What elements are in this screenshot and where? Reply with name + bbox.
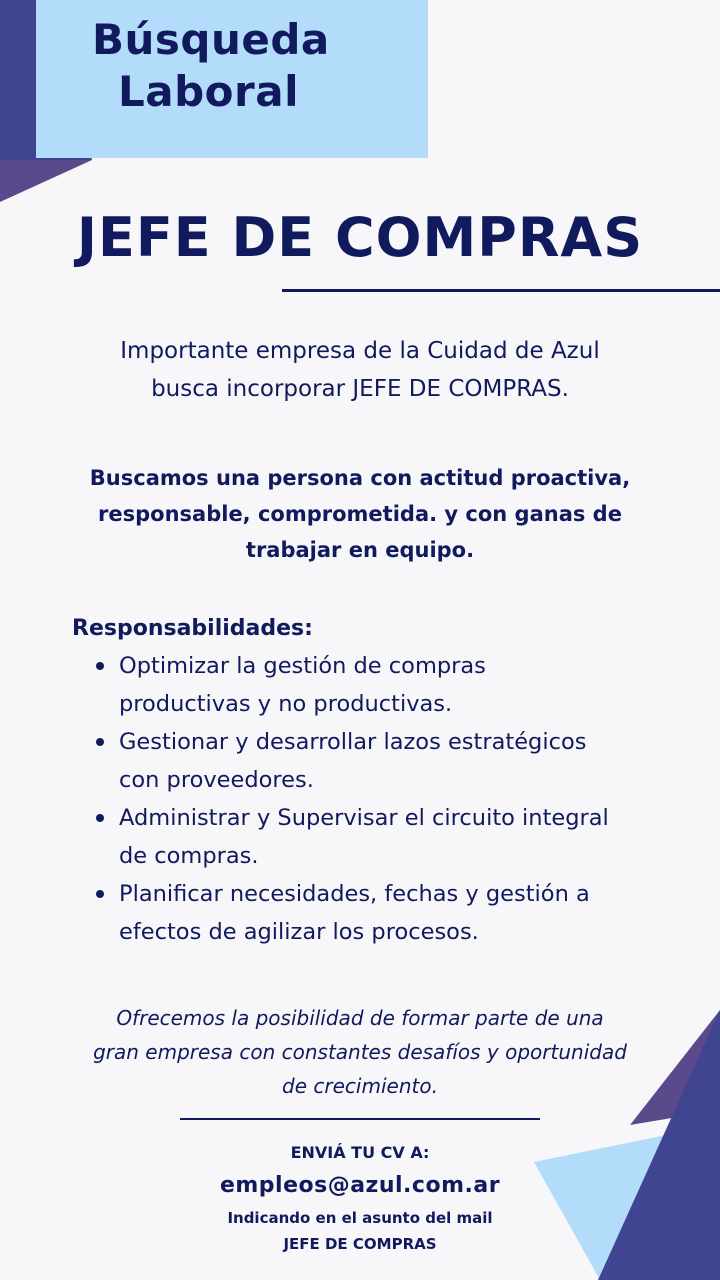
list-item-line1: Gestionar y desarrollar lazos estratégicos xyxy=(119,729,587,755)
offer-line2: gran empresa con constantes desafíos y oportunidad xyxy=(93,1040,627,1064)
banner-title xyxy=(92,14,412,118)
profile-text xyxy=(40,460,680,568)
list-item-line2: productivas y no productivas. xyxy=(119,691,453,717)
list-item xyxy=(96,875,676,951)
intro-line1: Importante empresa de la Cuidad de Azul xyxy=(120,338,600,364)
cta-note-line1: Indicando en el asunto del mail xyxy=(227,1209,493,1227)
banner-title-line2: Laboral xyxy=(118,67,299,116)
list-item xyxy=(96,723,676,799)
bullet-icon xyxy=(96,662,104,670)
list-item xyxy=(96,647,676,723)
banner-title-line1: Búsqueda xyxy=(92,15,330,64)
list-item-line1: Planificar necesidades, fechas y gestión a xyxy=(119,881,590,907)
contact-email[interactable]: empleos@azul.com.ar xyxy=(219,1173,501,1198)
intro-text xyxy=(40,332,680,408)
responsibilities-heading: Responsabilidades: xyxy=(72,616,313,641)
list-item-line2: efectos de agilizar los procesos. xyxy=(119,919,479,945)
offer-line1: Ofrecemos la posibilidad de formar parte de una xyxy=(116,1006,604,1030)
title-divider xyxy=(282,289,720,292)
intro-line2: busca incorporar JEFE DE COMPRAS. xyxy=(151,376,569,402)
cta-note xyxy=(0,1205,720,1257)
offer-text xyxy=(40,1001,680,1103)
list-item-line2: de compras. xyxy=(119,843,259,869)
responsibilities-list xyxy=(96,647,676,951)
list-item-line1: Administrar y Supervisar el circuito integral xyxy=(119,805,609,831)
profile-line1: Buscamos una persona con actitud proactiva, xyxy=(89,466,631,490)
cta-divider xyxy=(180,1118,540,1120)
bullet-icon xyxy=(96,890,104,898)
cta-heading: ENVIÁ TU CV A: xyxy=(290,1143,430,1162)
list-item xyxy=(96,799,676,875)
bullet-icon xyxy=(96,814,104,822)
profile-line2: responsable, comprometida. y con ganas de xyxy=(98,502,622,526)
list-item-line1: Optimizar la gestión de compras xyxy=(119,653,486,679)
job-title: JEFE DE COMPRAS xyxy=(76,206,644,269)
bullet-icon xyxy=(96,738,104,746)
cta-note-line2: JEFE DE COMPRAS xyxy=(283,1235,437,1253)
profile-line3: trabajar en equipo. xyxy=(245,538,475,562)
offer-line3: de crecimiento. xyxy=(282,1074,438,1098)
list-item-line2: con proveedores. xyxy=(119,767,314,793)
